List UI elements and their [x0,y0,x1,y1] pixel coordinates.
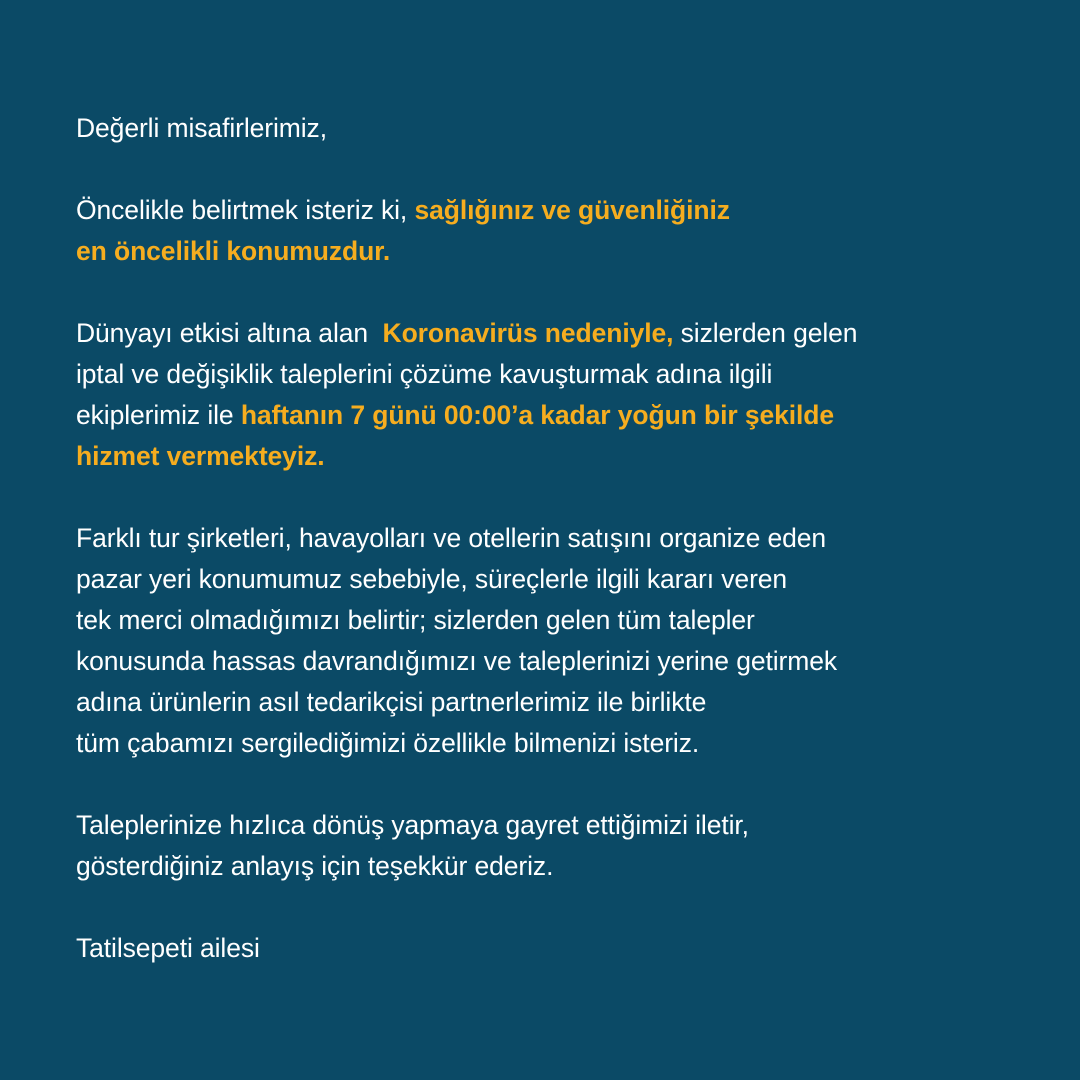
highlight-health-safety: sağlığınız ve güvenliğiniz [414,195,730,225]
paragraph-thanks [76,805,1036,887]
paragraph-marketplace-line-1: Farklı tur şirketleri, havayolları ve otellerin satışını organize eden [76,523,827,553]
paragraph-thanks-line-2: gösterdiğiniz anlayış için teşekkür ederiz. [76,851,554,881]
paragraph-coronavirus-text-b: sizlerden gelen [673,318,858,348]
highlight-serving: hizmet vermekteyiz. [76,441,325,471]
paragraph-marketplace-line-4: konusunda hassas davrandığımızı ve taleplerinizi yerine getirmek [76,646,838,676]
greeting-line: Değerli misafirlerimiz, [76,113,327,143]
paragraph-priority-line-2 [76,231,1036,272]
paragraph-coronavirus-line-3 [76,395,1036,436]
paragraph-thanks-line-1: Taleplerinize hızlıca dönüş yapmaya gayret ettiğimizi iletir, [76,810,749,840]
greeting [76,108,1036,149]
paragraph-coronavirus-line-1 [76,313,1036,354]
highlight-service-hours: haftanın 7 günü 00:00’a kadar yoğun bir şekilde [240,400,834,430]
paragraph-marketplace-line-2: pazar yeri konumumuz sebebiyle, süreçlerle ilgili kararı veren [76,564,788,594]
paragraph-marketplace-line-5: adına ürünlerin asıl tedarikçisi partnerlerimiz ile birlikte [76,687,707,717]
paragraph-marketplace-line-6: tüm çabamızı sergilediğimizi özellikle bilmenizi isteriz. [76,728,700,758]
paragraph-priority-line-1 [76,190,1036,231]
signature-line: Tatilsepeti ailesi [76,933,260,963]
paragraph-coronavirus-text-c: ekiplerimiz ile [76,400,241,430]
paragraph-spacer [76,887,1036,928]
letter-body [76,108,1036,969]
paragraph-spacer [76,272,1036,313]
signature [76,928,1036,969]
paragraph-coronavirus-text-a: Dünyayı etkisi altına alan [76,318,383,348]
paragraph-priority-text: Öncelikle belirtmek isteriz ki, [76,195,415,225]
paragraph-priority [76,190,1036,272]
paragraph-coronavirus-line-2: iptal ve değişiklik taleplerini çözüme kavuşturmak adına ilgili [76,359,773,389]
paragraph-marketplace-line-3: tek merci olmadığımızı belirtir; sizlerden gelen tüm talepler [76,605,755,635]
paragraph-spacer [76,149,1036,190]
highlight-top-priority: en öncelikli konumuzdur. [76,236,391,266]
paragraph-spacer [76,477,1036,518]
paragraph-coronavirus [76,313,1036,477]
paragraph-spacer [76,764,1036,805]
paragraph-marketplace [76,518,1036,764]
paragraph-coronavirus-line-4 [76,436,1036,477]
highlight-coronavirus: Koronavirüs nedeniyle, [382,318,674,348]
